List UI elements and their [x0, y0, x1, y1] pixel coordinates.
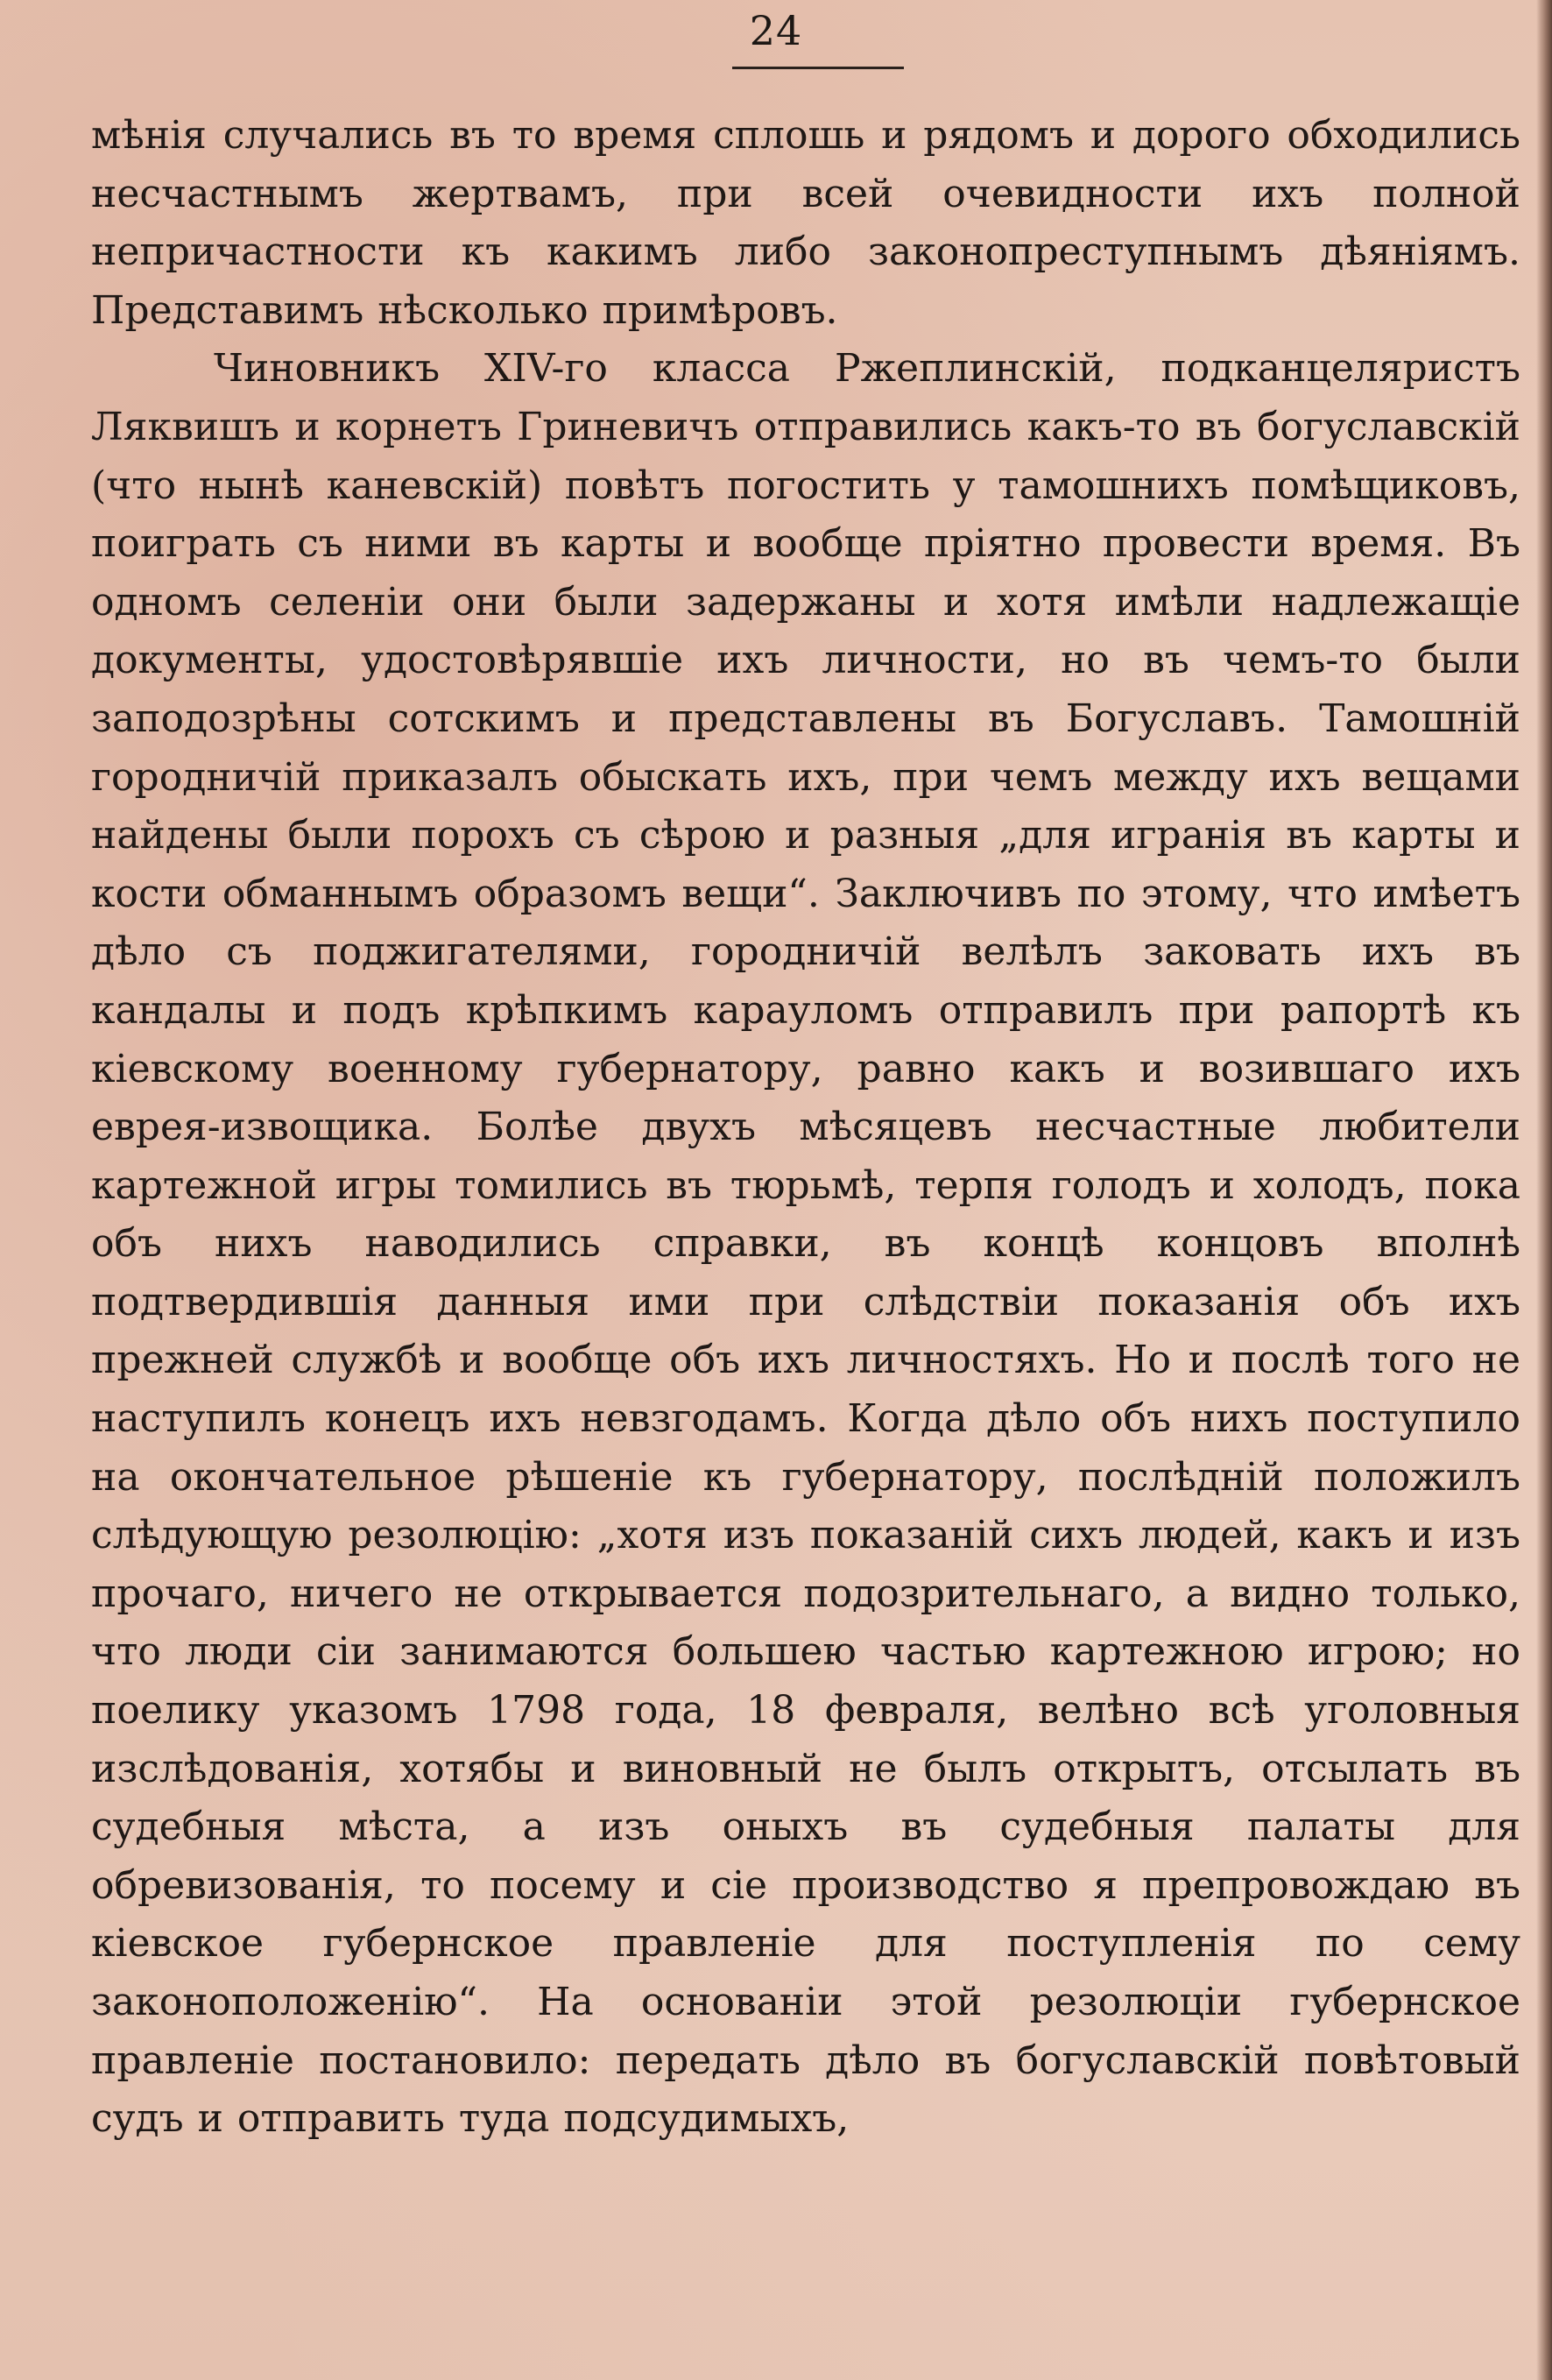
- body-text: [91, 107, 1520, 2349]
- page-number: 24: [749, 7, 803, 54]
- page-edge-shadow: [1536, 0, 1552, 2380]
- header-rule: [732, 67, 904, 69]
- paragraph-1: мѣнія случались въ то время сплошь и рядомъ и дорого обходились несчастнымъ жертвамъ, при всей очевидности ихъ полной непричастности къ какимъ либо законопреступнымъ дѣяніямъ. Представимъ нѣсколько примѣровъ.: [91, 113, 1520, 333]
- page-header: [0, 7, 1552, 54]
- paragraph-2: Чиновникъ XIV-го класса Ржеплинскій, подканцеляристъ Ляквишъ и корнетъ Гриневичъ отправились какъ-то въ богуславскій (что нынѣ каневскій) повѣтъ погостить у тамошнихъ помѣщиковъ, поиграть съ ними въ карты и вообще пріятно провести время. Въ одномъ селеніи они были задержаны и хотя имѣли надлежащіе документы, удостовѣрявшіе ихъ личности, но въ чемъ-то были заподозрѣны сотскимъ и представлены въ Богуславъ. Тамошній городничій приказалъ обыскать ихъ, при чемъ между ихъ вещами найдены были порохъ съ сѣрою и разныя „для игранія въ карты и кости обманнымъ образомъ вещи“. Заключивъ по этому, что имѣетъ дѣло съ поджигателями, городничій велѣлъ заковать ихъ въ кандалы и подъ крѣпкимъ карауломъ отправилъ при рапортѣ къ кіевскому военному губернатору, равно какъ и возившаго ихъ еврея-извощика. Болѣе двухъ мѣсяцевъ несчастные любители картежной игры томились въ тюрьмѣ, терпя голодъ и холодъ, пока объ нихъ наводились справки, въ концѣ концовъ вполнѣ подтвердившія данныя ими при слѣдствіи показанія объ ихъ прежней службѣ и вообще объ ихъ личностяхъ. Но и послѣ того не наступилъ конецъ ихъ невзгодамъ. Когда дѣло объ нихъ поступило на окончательное рѣшеніе къ губернатору, послѣдній положилъ слѣдующую резолюцію: „хотя изъ показаній сихъ людей, какъ и изъ прочаго, ничего не открывается подозрительнаго, а видно только, что люди сіи занимаются большею частью картежною игрою; но поелику указомъ 1798 года, 18 февраля, велѣно всѣ уголовныя изслѣдованія, хотябы и виновный не былъ открытъ, отсылать въ судебныя мѣста, а изъ оныхъ въ судебныя палаты для обревизованія, то посему и сіе производство я препровождаю въ кіевское губернское правленіе для поступленія по сему законоположенію“. На основаніи этой резолюціи губернское правленіе постановило: передать дѣло въ богуславскій повѣтовый судъ и отправить туда подсудимыхъ,: [91, 346, 1520, 2142]
